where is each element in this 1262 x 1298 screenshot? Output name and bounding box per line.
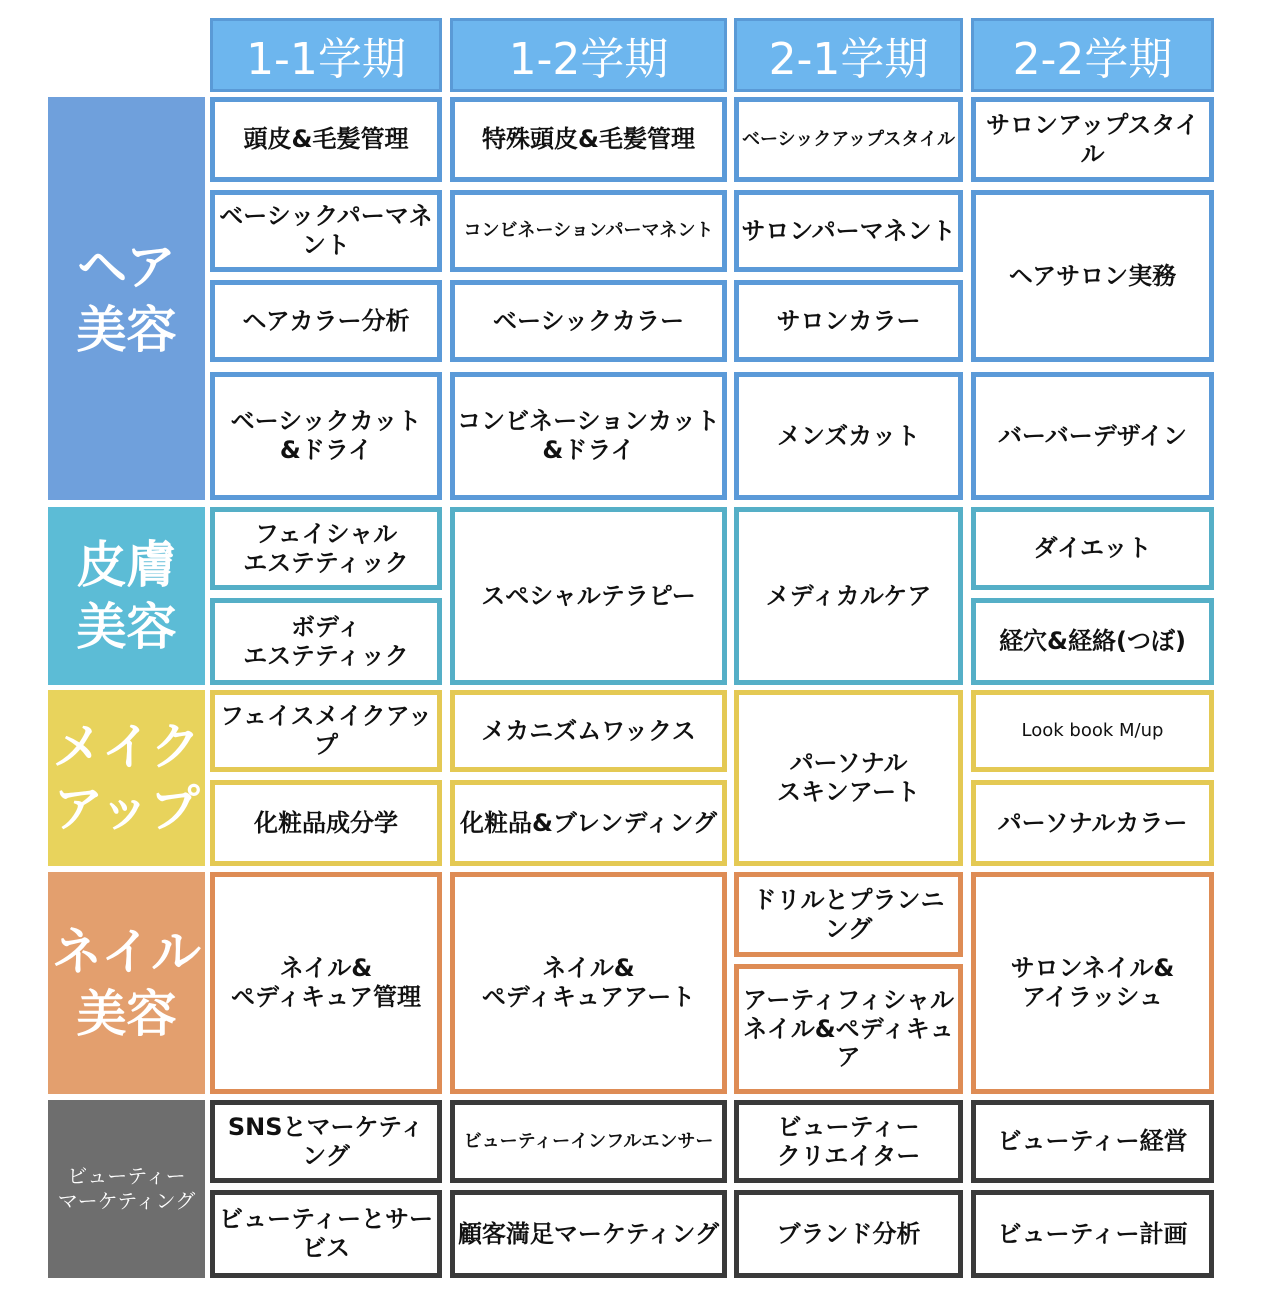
course-cell: メカニズムワックス bbox=[450, 690, 727, 772]
course-cell: パーソナルカラー bbox=[971, 780, 1214, 866]
course-cell: コンビネーションパーマネント bbox=[450, 190, 727, 272]
course-cell: フェイスメイクアップ bbox=[210, 690, 442, 772]
course-cell: バーバーデザイン bbox=[971, 372, 1214, 500]
course-cell: 頭皮&毛髪管理 bbox=[210, 97, 442, 182]
section-label-makeup: メイク アップ bbox=[48, 690, 205, 866]
course-cell: ドリルとプランニング bbox=[734, 872, 963, 957]
course-cell: ネイル& ペディキュア管理 bbox=[210, 872, 442, 1094]
course-cell: 顧客満足マーケティング bbox=[450, 1190, 727, 1278]
course-cell: Look book M/up bbox=[971, 690, 1214, 772]
course-cell: ダイエット bbox=[971, 507, 1214, 590]
semester-header: 2-1学期 bbox=[734, 18, 963, 92]
course-cell: ビューティー計画 bbox=[971, 1190, 1214, 1278]
course-cell: 特殊頭皮&毛髪管理 bbox=[450, 97, 727, 182]
course-cell: ベーシックパーマネント bbox=[210, 190, 442, 272]
course-cell: 化粧品成分学 bbox=[210, 780, 442, 866]
course-cell: パーソナル スキンアート bbox=[734, 690, 963, 866]
course-cell: サロンアップスタイル bbox=[971, 97, 1214, 182]
course-cell: フェイシャル エステティック bbox=[210, 507, 442, 590]
course-cell: ベーシックアップスタイル bbox=[734, 97, 963, 182]
course-cell: ベーシックカット &ドライ bbox=[210, 372, 442, 500]
section-label-skin: 皮膚 美容 bbox=[48, 507, 205, 685]
semester-header: 1-2学期 bbox=[450, 18, 727, 92]
course-cell: サロンパーマネント bbox=[734, 190, 963, 272]
semester-header: 1-1学期 bbox=[210, 18, 442, 92]
course-cell: ヘアカラー分析 bbox=[210, 280, 442, 362]
course-cell: 経穴&経絡(つぼ) bbox=[971, 598, 1214, 685]
section-label-marketing: ビューティー マーケティング bbox=[48, 1100, 205, 1278]
course-cell: メディカルケア bbox=[734, 507, 963, 685]
section-label-hair: ヘア 美容 bbox=[48, 97, 205, 500]
course-cell: スペシャルテラピー bbox=[450, 507, 727, 685]
course-cell: SNSとマーケティング bbox=[210, 1100, 442, 1183]
course-cell: ビューティーインフルエンサー bbox=[450, 1100, 727, 1183]
course-cell: ビューティーとサービス bbox=[210, 1190, 442, 1278]
section-label-nail: ネイル 美容 bbox=[48, 872, 205, 1094]
course-cell: ヘアサロン実務 bbox=[971, 190, 1214, 362]
course-cell: ブランド分析 bbox=[734, 1190, 963, 1278]
course-cell: 化粧品&ブレンディング bbox=[450, 780, 727, 866]
course-cell: アーティフィシャル ネイル&ペディキュア bbox=[734, 964, 963, 1094]
course-cell: ビューティー クリエイター bbox=[734, 1100, 963, 1183]
course-cell: ネイル& ペディキュアアート bbox=[450, 872, 727, 1094]
course-cell: ベーシックカラー bbox=[450, 280, 727, 362]
semester-header: 2-2学期 bbox=[971, 18, 1214, 92]
course-cell: サロンネイル& アイラッシュ bbox=[971, 872, 1214, 1094]
course-cell: コンビネーションカット &ドライ bbox=[450, 372, 727, 500]
course-cell: ビューティー経営 bbox=[971, 1100, 1214, 1183]
course-cell: メンズカット bbox=[734, 372, 963, 500]
course-cell: ボディ エステティック bbox=[210, 598, 442, 685]
course-cell: サロンカラー bbox=[734, 280, 963, 362]
